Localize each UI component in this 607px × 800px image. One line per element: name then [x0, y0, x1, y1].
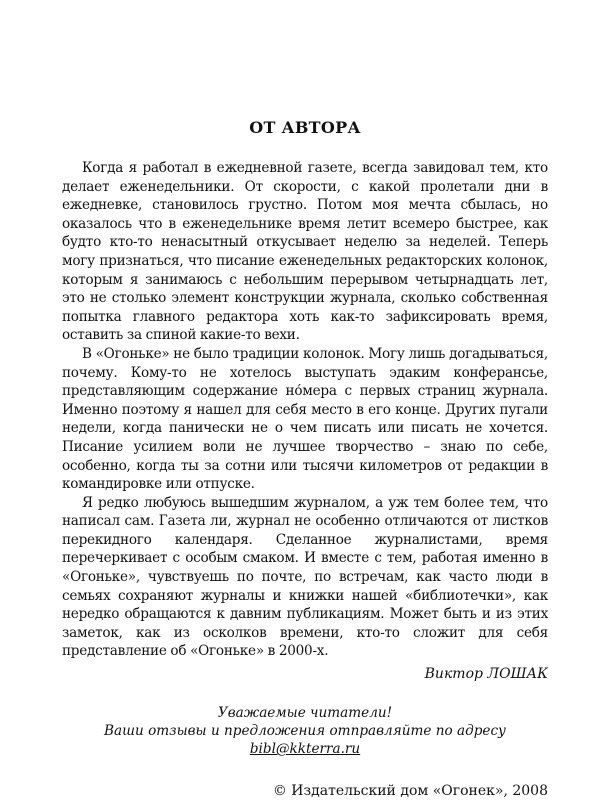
email-link[interactable]: bibl@kkterra.ru — [249, 741, 361, 758]
page-content — [62, 118, 548, 800]
author-signature: Виктор ЛОШАК — [424, 666, 548, 683]
paragraph: Я редко любуюсь вышедшим журналом, а уж тем более тем, что написал сам. Газета ли, журнал не особенно отличаются от листков перекидного календаря. Сделанное журналистами, время перечеркивает с особым смаком. И вместе с тем, работая именно в «Огоньке», чувствуешь по почте, по встречам, как часто люди в семьях сохраняют журналы и книжки нашей «библиотечки», как нередко обращаются к давним публикациям. Может быть и из этих заметок, как из осколков времени, кто-то сложит для себя представление об «Огоньке» в 2000-х. — [62, 494, 548, 660]
copyright-notice: © Издательский дом «Огонек», 2008 — [272, 783, 548, 800]
paragraph: Когда я работал в ежедневной газете, всегда завидовал тем, кто делает еженедельники. От скорости, с какой пролетали дни в ежедневке, становилось грустно. Потом моя мечта сбылась, но оказалось что в еженедельнике время летит всемеро быстрее, как будто кто-то ненасытный откусывает неделю за неделей. Теперь могу признаться, что писание еженедельных редакторских колонок, которым я занимаюсь с небольшим перерывом четырнадцать лет, это не столько элемент конструкции журнала, сколько собственная попытка главного редактора хоть как-то зафиксировать время, оставить за спиной какие-то вехи. — [62, 160, 548, 344]
appeal-greeting: Уважаемые читатели! — [217, 705, 393, 722]
paragraph: В «Огоньке» не было традиции колонок. Могу лишь догадываться, почему. Кому-то не хотелось выступать эдаким конферансье, представляющим содержание но́мера с первых страниц журнала. Именно поэтому я нашел для себя место в его конце. Других пугали недели, когда панически не о чем писать или писать не хочется. Писание усилием воли не лучшее творчество – знаю по себе, особенно, когда ты за сотни или тысячи километров от редакции в командировке или отпуске. — [62, 345, 548, 493]
appeal-text: Ваши отзывы и предложения отправляйте по адресу — [104, 723, 506, 740]
reader-appeal — [62, 704, 548, 758]
page-title: ОТ АВТОРА — [249, 118, 361, 137]
